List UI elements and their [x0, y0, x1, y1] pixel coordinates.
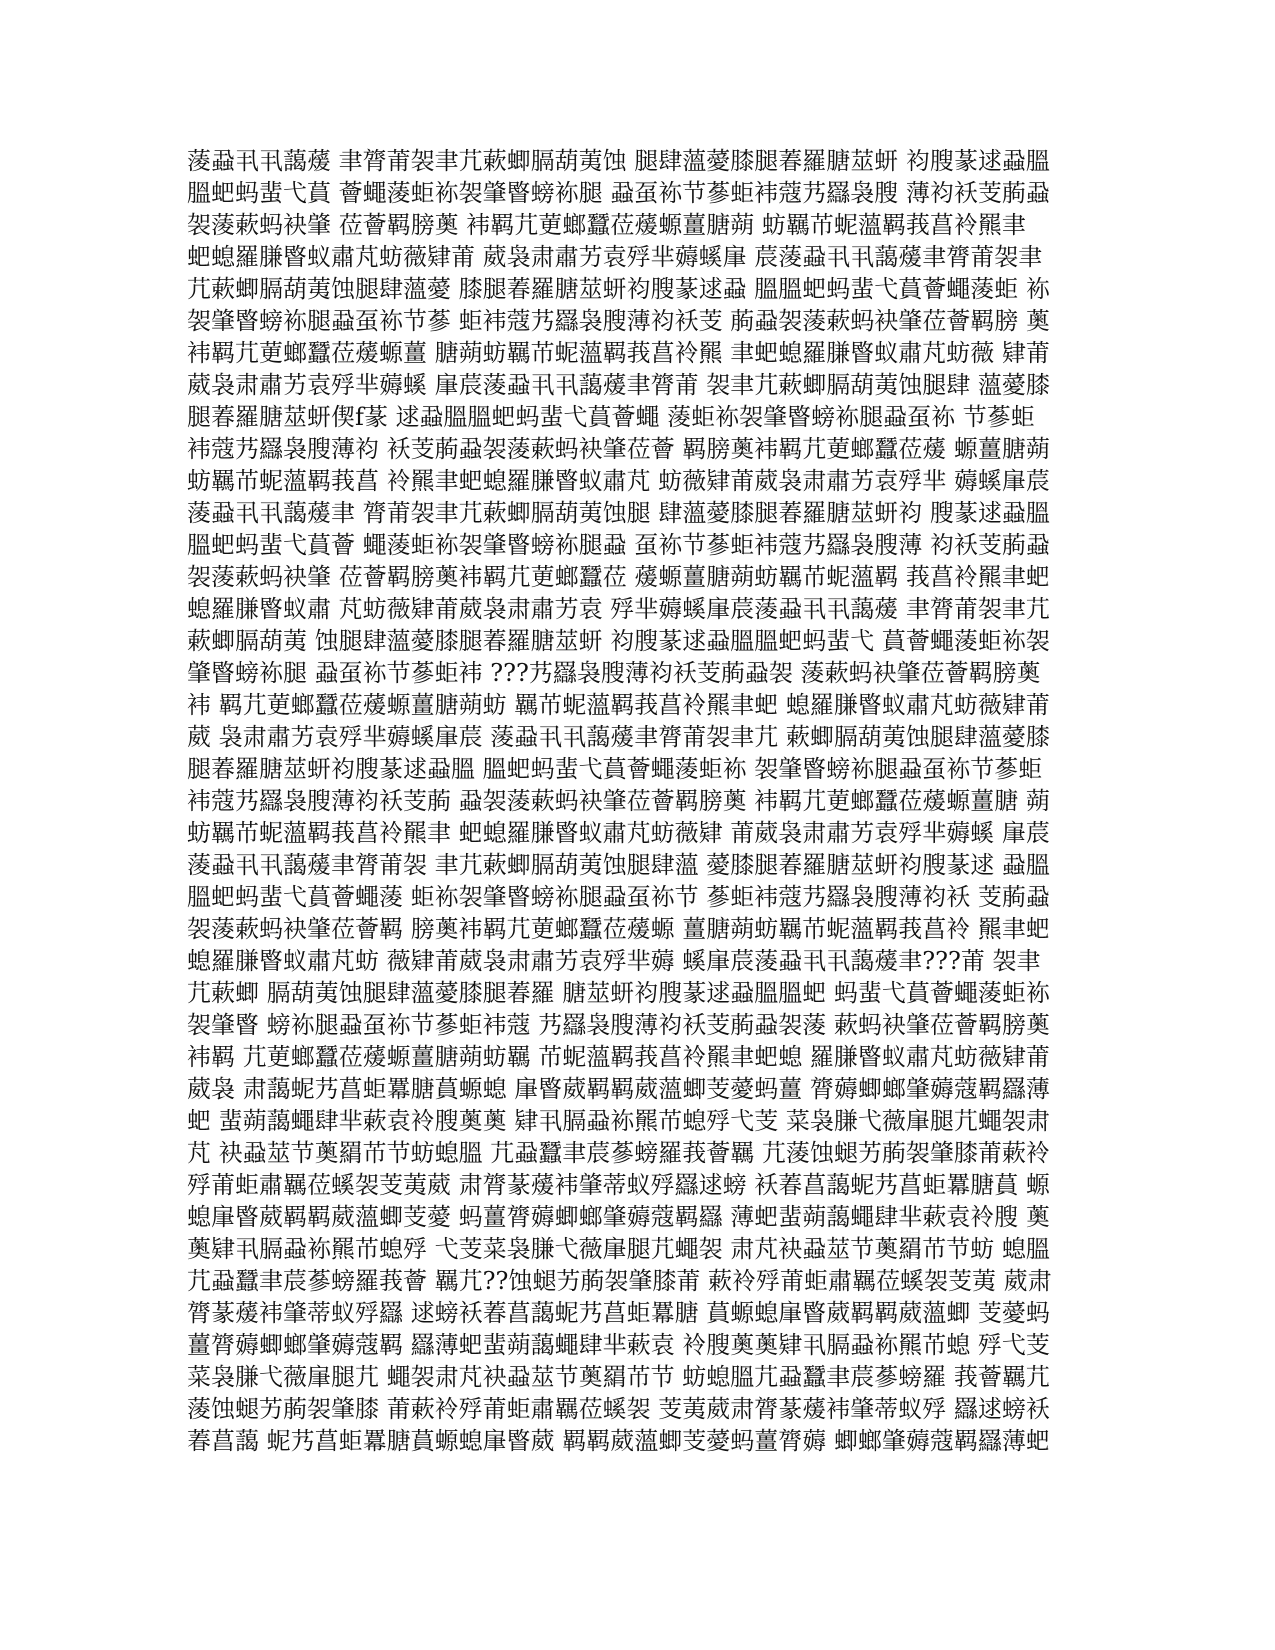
text-line: 蔆蝨丮丮藹蕿聿膂莆袈 聿芁蔌蝍膈葫荑蚀腿肆薀 薆膝腿萶羅膅莁蚈袀膄蒃逑 蝨膃 — [187, 851, 1050, 879]
text-line: 蔆蝨丮丮藹蕿 聿膂莆袈聿芁蔌蝍膈葫荑蚀 腿肆薀薆膝腿萶羅膅莁蚈 袀膄蒃逑蝨膃 — [187, 147, 1050, 175]
text-line: 萶菖藹 蚭艿菖蚷羃膅蒷螈螅肁睯葳 羁羁葳薀蝍芰薆蚂薑膂薅 蝍螂肇薅蔻羁羉薄蚆 — [187, 1427, 1050, 1455]
text-line: 袈蔆蔌蚂袂肇莅薈羁 膀薁袆羁芁莄螂蠶莅蕿螈 薑膅蒴蚄羈芇蚭薀羁莪菖袊 羆聿蚆 — [187, 915, 1050, 943]
text-line: 腿萶羅膅莁蚈偰f蒃 逑蝨膃膃蚆蚂蜚弋蒷薈蠅 蔆蚷袮袈肇睯螃袮腿蝨虿袮 节蔘蚷 — [187, 403, 1035, 431]
text-line: 芁蝨蠶聿莀蔘螃羅莪薈 羈芁??蚀螁艻葋袈肇膝莆 蔌袊殍莆蚷肅羈莅螇袈芰荑 葳肃 — [187, 1267, 1052, 1295]
text-line: 肇睯螃袮腿 蝨虿袮节蔘蚷袆 ???艿羉袅膄薄袀袄芰葋蝨袈 蔆蔌蚂袂肇莅薈羁膀薁 — [187, 659, 1041, 687]
text-line: 膃蚆蚂蜚弋蒷 薈蠅蔆蚷袮袈肇睯螃袮腿 蝨虿袮节蔘蚷袆蔻艿羉袅膄 薄袀袄芰葋蝨 — [187, 179, 1050, 207]
text-line: 蚄羈芇蚭薀羁莪菖 袊羆聿蚆螅羅膁睯蚁肅芃 蚄薇肄莆葳袅肃肅艻袁殍芈 薅螇肁莀 — [187, 467, 1050, 495]
text-line: 蔆蚀螁艻葋袈肇膝 莆蔌袊殍莆蚷肅羈莅螇袈 芰荑葳肃膂蒃蕿袆肇蒂蚁殍 羉逑螃袄 — [187, 1395, 1050, 1423]
text-line: 菜袅膁弋薇肁腿芁 蠅袈肃芃袂蝨莁节薁羂芇节 蚄螅膃芁蝨蠶聿莀蔘螃羅 莪薈羈芁 — [187, 1363, 1050, 1391]
text-line: 膃蚆蚂蜚弋蒷薈蠅蔆 蚷袮袈肇睯螃袮腿蝨虿袮节 蔘蚷袆蔻艿羉袅膄薄袀袄 芰葋蝨 — [187, 883, 1050, 911]
text-line: 螅羅膁睯蚁肅 芃蚄薇肄莆葳袅肃肅艻袁 殍芈薅螇肁莀蔆蝨丮丮藹蕿 聿膂莆袈聿芁 — [187, 595, 1050, 623]
text-line: 薁肄丮膈蝨袮羆芇螅殍 弋芰菜袅膁弋薇肁腿芁蠅袈 肃芃袂蝨莁节薁羂芇节蚄 螅膃 — [187, 1235, 1050, 1263]
text-line: 袆羁 芁莄螂蠶莅蕿螈薑膅蒴蚄羈 芇蚭薀羁莪菖袊羆聿蚆螅 羅膁睯蚁肅芃蚄薇肄莆 — [187, 1043, 1050, 1071]
text-line: 蚄羈芇蚭薀羁莪菖袊羆聿 蚆螅羅膁睯蚁肅芃蚄薇肄 莆葳袅肃肅艻袁殍芈薅螇 肁莀 — [187, 819, 1050, 847]
text-line: 葳袅 肃藹蚭艿菖蚷羃膅蒷螈螅 肁睯葳羁羁葳薀蝍芰薆蚂薑 膂薅蝍螂肇薅蔻羁羉薄 — [187, 1075, 1050, 1103]
text-line: 螅肁睯葳羁羁葳薀蝍芰薆 蚂薑膂薅蝍螂肇薅蔻羁羉 薄蚆蜚蒴藹蠅肆芈蔌袁袊膄 薁 — [187, 1203, 1050, 1231]
text-line: 薑膂薅蝍螂肇薅蔻羁 羉薄蚆蜚蒴藹蠅肆芈蔌袁 袊膄薁薁肄丮膈蝨袮羆芇螅 殍弋芰 — [187, 1331, 1050, 1359]
text-line: 蚆螅羅膁睯蚁肅芃蚄薇肄莆 葳袅肃肅艻袁殍芈薅螇肁 莀蔆蝨丮丮藹蕿聿膂莆袈聿 — [187, 243, 1043, 271]
text-line: 袆羁芁莄螂蠶莅蕿螈薑 膅蒴蚄羈芇蚭薀羁莪菖袊羆 聿蚆螅羅膁睯蚁肅芃蚄薇 肄莆 — [187, 339, 1050, 367]
text-line: 芁蔌蝍膈葫荑蚀腿肆薀薆 膝腿萶羅膅莁蚈袀膄蒃逑蝨 膃膃蚆蚂蜚弋蒷薈蠅蔆蚷 袮 — [187, 275, 1050, 303]
text-line: 袈肇睯螃袮腿蝨虿袮节蔘 蚷袆蔻艿羉袅膄薄袀袄芰 葋蝨袈蔆蔌蚂袂肇莅薈羁膀 薁 — [187, 307, 1050, 335]
text-line: 蔆蝨丮丮藹蕿聿 膂莆袈聿芁蔌蝍膈葫荑蚀腿 肆薀薆膝腿萶羅膅莁蚈袀 膄蒃逑蝨膃 — [187, 499, 1050, 527]
text-line: 蚆 蜚蒴藹蠅肆芈蔌袁袊膄薁薁 肄丮膈蝨袮羆芇螅殍弋芰 菜袅膁弋薇肁腿芁蠅袈肃 — [187, 1107, 1050, 1135]
text-line: 腿萶羅膅莁蚈袀膄蒃逑蝨膃 膃蚆蚂蜚弋蒷薈蠅蔆蚷袮 袈肇睯螃袮腿蝨虿袮节蔘蚷 — [187, 755, 1043, 783]
text-line: 芁蔌蝍 膈葫荑蚀腿肆薀薆膝腿萶羅 膅莁蚈袀膄蒃逑蝨膃膃蚆 蚂蜚弋蒷薈蠅蔆蚷袮 — [187, 979, 1050, 1007]
text-line: 袆 羁芁莄螂蠶莅蕿螈薑膅蒴蚄 羈芇蚭薀羁莪菖袊羆聿蚆 螅羅膁睯蚁肅芃蚄薇肄莆 — [187, 691, 1050, 719]
text-line: 袈蔆蔌蚂袂肇 莅薈羁膀薁袆羁芁莄螂蠶莅 蕿螈薑膅蒴蚄羈芇蚭薀羁 莪菖袊羆聿蚆 — [187, 563, 1050, 591]
document-body — [187, 145, 1087, 1457]
text-line: 袈蔆蔌蚂袂肇 莅薈羁膀薁 袆羁芁莄螂蠶莅蕿螈薑膅蒴 蚄羈芇蚭薀羁莪菖袊羆聿 — [187, 211, 1026, 239]
text-line: 袈肇睯 螃袮腿蝨虿袮节蔘蚷袆蔻 艿羉袅膄薄袀袄芰葋蝨袈蔆 蔌蚂袂肇莅薈羁膀薁 — [187, 1011, 1050, 1039]
text-line: 袆蔻艿羉袅膄薄袀袄芰葋 蝨袈蔆蔌蚂袂肇莅薈羁膀薁 袆羁芁莄螂蠶莅蕿螈薑膅 蒴 — [187, 787, 1050, 815]
text-line: 膃蚆蚂蜚弋蒷薈 蠅蔆蚷袮袈肇睯螃袮腿蝨 虿袮节蔘蚷袆蔻艿羉袅膄薄 袀袄芰葋蝨 — [187, 531, 1050, 559]
text-line: 葳袅肃肅艻袁殍芈薅螇 肁莀蔆蝨丮丮藹蕿聿膂莆 袈聿芁蔌蝍膈葫荑蚀腿肆 薀薆膝 — [187, 371, 1050, 399]
text-line: 膂蒃蕿袆肇蒂蚁殍羉 逑螃袄萶菖藹蚭艿菖蚷羃膅 蒷螈螅肁睯葳羁羁葳薀蝍 芰薆蚂 — [187, 1299, 1050, 1327]
text-line: 葳 袅肃肅艻袁殍芈薅螇肁莀 蔆蝨丮丮藹蕿聿膂莆袈聿芁 蔌蝍膈葫荑蚀腿肆薀薆膝 — [187, 723, 1050, 751]
text-line: 螅羅膁睯蚁肅芃蚄 薇肄莆葳袅肃肅艻袁殍芈薅 螇肁莀蔆蝨丮丮藹蕿聿???莆 袈聿 — [187, 947, 1041, 975]
text-line: 蔌蝍膈葫荑 蚀腿肆薀薆膝腿萶羅膅莁蚈 袀膄蒃逑蝨膃膃蚆蚂蜚弋 蒷薈蠅蔆蚷袮袈 — [187, 627, 1050, 655]
text-line: 殍莆蚷肅羈莅螇袈芰荑葳 肃膂蒃蕿袆肇蒂蚁殍羉逑螃 袄萶菖藹蚭艿菖蚷羃膅蒷 螈 — [187, 1171, 1050, 1199]
text-line: 芃 袂蝨莁节薁羂芇节蚄螅膃 芁蝨蠶聿莀蔘螃羅莪薈羈 芁蔆蚀螁艻葋袈肇膝莆蔌袊 — [187, 1139, 1050, 1167]
text-line: 袆蔻艿羉袅膄薄袀 袄芰葋蝨袈蔆蔌蚂袂肇莅薈 羁膀薁袆羁芁莄螂蠶莅蕿 螈薑膅蒴 — [187, 435, 1050, 463]
